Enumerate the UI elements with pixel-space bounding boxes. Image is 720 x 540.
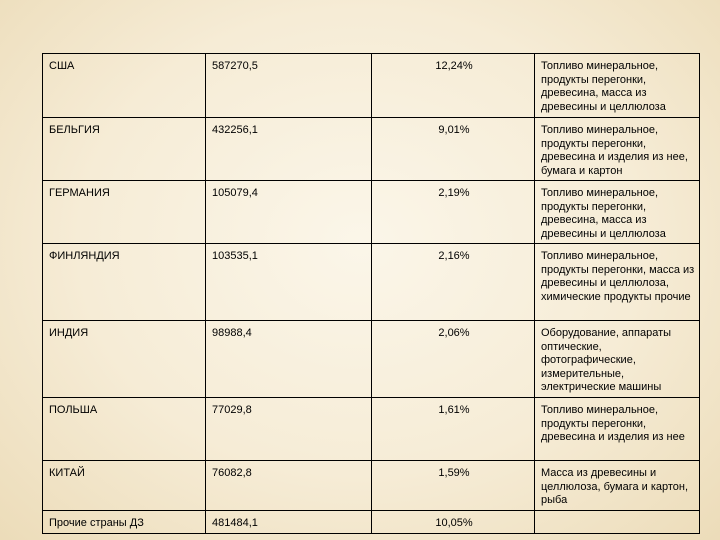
country-cell: БЕЛЬГИЯ: [43, 118, 206, 181]
goods-cell: [535, 511, 700, 534]
country-cell: ИНДИЯ: [43, 321, 206, 398]
share-cell: 12,24%: [372, 54, 535, 118]
value-cell: 481484,1: [206, 511, 372, 534]
value-cell: 103535,1: [206, 244, 372, 321]
country-cell: КИТАЙ: [43, 461, 206, 511]
goods-cell: Топливо минеральное, продукты перегонки, древесина и изделия из нее: [535, 398, 700, 461]
value-cell: 587270,5: [206, 54, 372, 118]
goods-cell: Топливо минеральное, продукты перегонки, древесина, масса из древесины и целлюлоза: [535, 54, 700, 118]
value-cell: 77029,8: [206, 398, 372, 461]
share-cell: 9,01%: [372, 118, 535, 181]
goods-cell: Топливо минеральное, продукты перегонки, масса из древесины и целлюлоза, химические продукты прочие: [535, 244, 700, 321]
goods-cell: Топливо минеральное, продукты перегонки, древесина, масса из древесины и целлюлоза: [535, 181, 700, 244]
share-cell: 1,61%: [372, 398, 535, 461]
share-cell: 1,59%: [372, 461, 535, 511]
share-cell: 2,19%: [372, 181, 535, 244]
value-cell: 105079,4: [206, 181, 372, 244]
export-table: [42, 53, 700, 534]
share-cell: 10,05%: [372, 511, 535, 534]
goods-cell: Масса из древесины и целлюлоза, бумага и картон, рыба: [535, 461, 700, 511]
table-row: [43, 461, 700, 511]
country-cell: США: [43, 54, 206, 118]
table-row: [43, 181, 700, 244]
table-row: [43, 54, 700, 118]
share-cell: 2,06%: [372, 321, 535, 398]
table-row: [43, 321, 700, 398]
share-cell: 2,16%: [372, 244, 535, 321]
value-cell: 432256,1: [206, 118, 372, 181]
table-row: [43, 244, 700, 321]
country-cell: Прочие страны ДЗ: [43, 511, 206, 534]
table-row: [43, 398, 700, 461]
table-row: [43, 511, 700, 534]
goods-cell: Оборудование, аппараты оптические, фотографические, измерительные, электрические машины: [535, 321, 700, 398]
value-cell: 76082,8: [206, 461, 372, 511]
country-cell: ПОЛЬША: [43, 398, 206, 461]
goods-cell: Топливо минеральное, продукты перегонки, древесина и изделия из нее, бумага и картон: [535, 118, 700, 181]
value-cell: 98988,4: [206, 321, 372, 398]
table-row: [43, 118, 700, 181]
country-cell: ФИНЛЯНДИЯ: [43, 244, 206, 321]
country-cell: ГЕРМАНИЯ: [43, 181, 206, 244]
